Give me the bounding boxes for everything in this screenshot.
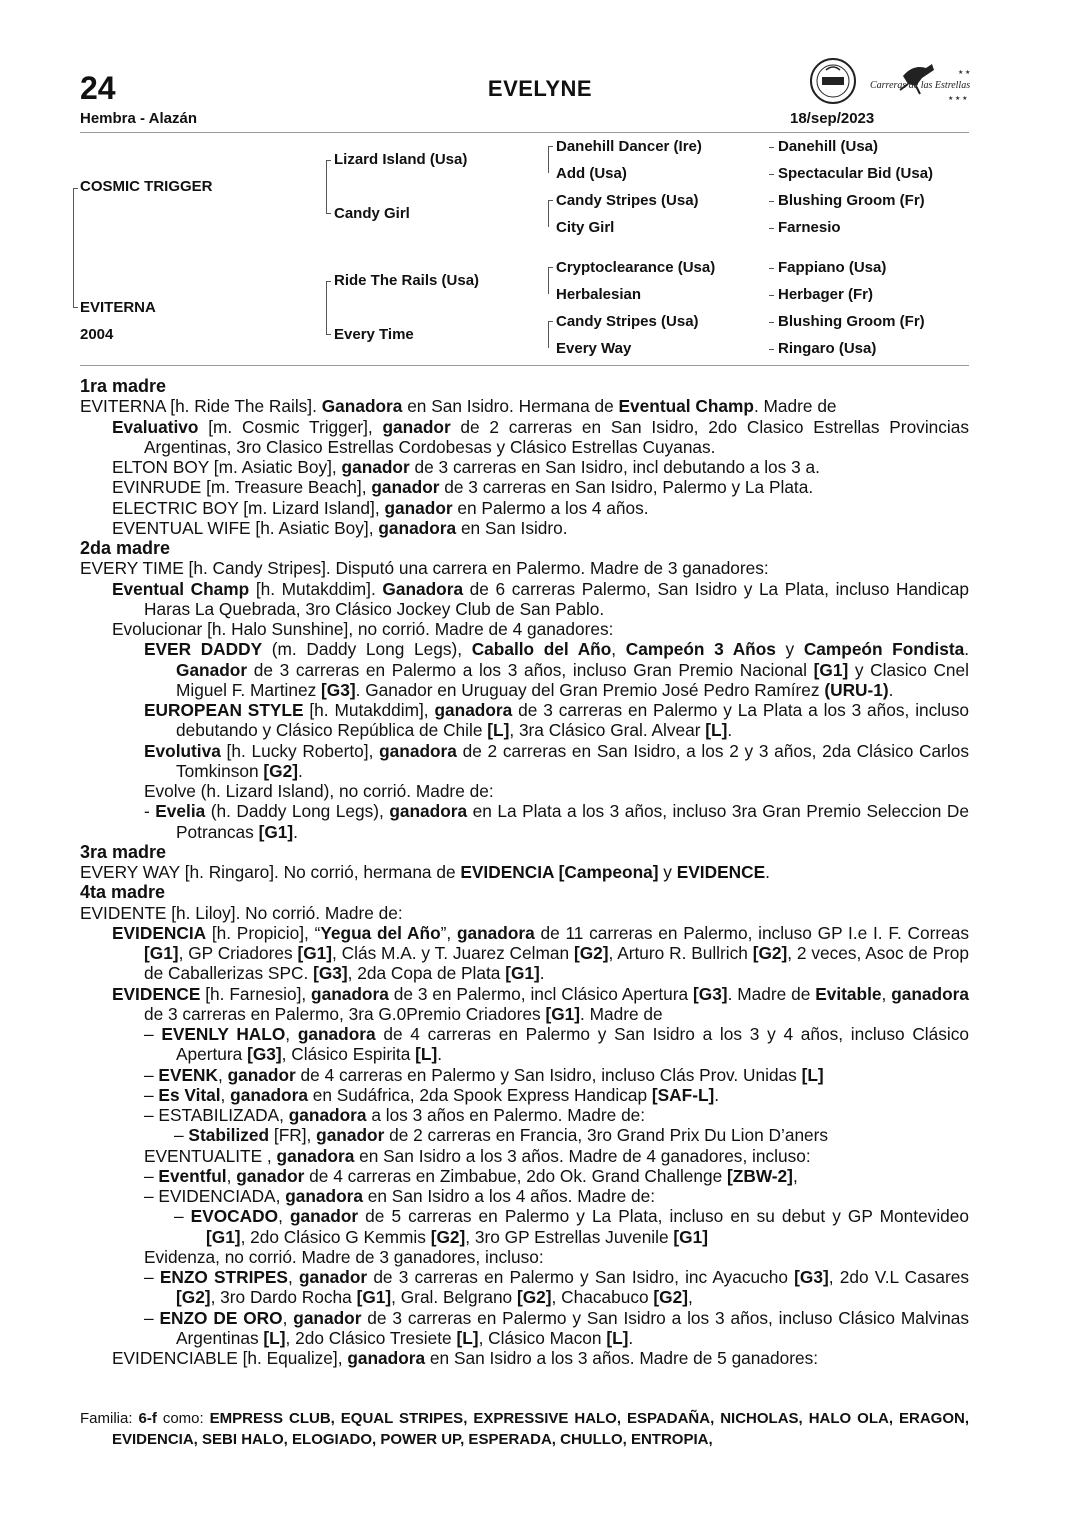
dam-dam: Every Time (334, 326, 414, 343)
svg-text:★ ★: ★ ★ (958, 70, 971, 76)
pedigree-tick (326, 334, 331, 335)
paragraph: – EVOCADO, ganador de 5 carreras en Palermo y La Plata, incluso en su debut y GP Montevideo [G1], 2do Clásico G Kemmis [G2], 3ro GP Estrellas Juvenile [G1] (174, 1206, 969, 1247)
gen4-8: Ringaro (Usa) (778, 340, 877, 357)
top-rule (80, 132, 969, 133)
pedigree-bracket (73, 188, 74, 308)
gen3-7: Candy Stripes (Usa) (556, 313, 699, 330)
paragraph: EVITERNA [h. Ride The Rails]. Ganadora en San Isidro. Hermana de Eventual Champ. Madre de (80, 396, 837, 417)
gen4-5: Fappiano (Usa) (778, 259, 887, 276)
pedigree-tick (548, 146, 553, 147)
pedigree-bracket (548, 321, 549, 348)
lot-number: 24 (80, 70, 116, 106)
pedigree-tick (326, 281, 331, 282)
paragraph: – EVENK, ganador de 4 carreras en Palermo y San Isidro, incluso Clás Prov. Unidas [L] (144, 1064, 824, 1085)
paragraph: – Stabilized [FR], ganador de 2 carreras en Francia, 3ro Grand Prix Du Lion D’aners (174, 1125, 829, 1146)
section-heading: 2da madre (80, 538, 171, 558)
paragraph: Evidenza, no corrió. Madre de 3 ganadores, incluso: (144, 1246, 544, 1267)
paragraph: EVIDENCIABLE [h. Equalize], ganadora en San Isidro a los 3 años. Madre de 5 ganadores: (112, 1348, 819, 1368)
pedigree-tick (769, 201, 774, 202)
gen4-2: Spectacular Bid (Usa) (778, 165, 934, 182)
paragraph: EVINRUDE [m. Treasure Beach], ganador de 3 carreras en San Isidro, Palermo y La Plata. (112, 477, 814, 498)
paragraph: EVER DADDY (m. Daddy Long Legs), Caballo del Año, Campeón 3 Años y Campeón Fondista. Ganador de 3 carreras en Palermo a los 3 años, incluso Gran Premio Nacional [G1] y Clasico Cnel Miguel F. Martinez [G3]. Ganador en Uruguay del Gran Premio José Pedro Ramírez (URU-1). (144, 639, 969, 700)
pedigree-tick (73, 307, 78, 308)
gen3-6: Herbalesian (556, 286, 642, 303)
paragraph: EVIDENCIA [h. Propicio], “Yegua del Año”, ganadora de 11 carreras en Palermo, incluso GP I.e I. F. Correas [G1], GP Criadores [G1], Clás M.A. y T. Juarez Celman [G2], Arturo R. Bullrich [G2], 2 veces, Asoc de Prop de Caballerizas SPC. [G3], 2da Copa de Plata [G1]. (112, 922, 970, 984)
sex-color: Hembra - Alazán (80, 110, 197, 127)
paragraph: - Evelia (h. Daddy Long Legs), ganadora en La Plata a los 3 años, incluso 3ra Gran Premio Seleccion De Potrancas [G1]. (144, 801, 969, 842)
paragraph: Evolutiva [h. Lucky Roberto], ganadora de 2 carreras en San Isidro, a los 2 y 3 años, 2da Clásico Carlos Tomkinson [G2]. (144, 740, 969, 781)
sire-sire: Lizard Island (Usa) (334, 151, 468, 168)
gen4-6: Herbager (Fr) (778, 286, 874, 303)
dam-sire: Ride The Rails (Usa) (334, 272, 480, 289)
gen3-2: Add (Usa) (556, 165, 627, 182)
paragraph: EVIDENCE [h. Farnesio], ganadora de 3 en Palermo, incl Clásico Apertura [G3]. Madre de Evitable, ganadora de 3 carreras en Palermo, 3ra G.0Premio Criadores [G1]. Madre de (112, 983, 969, 1024)
svg-text:★ ★ ★: ★ ★ ★ (948, 96, 968, 102)
pedigree-tick (326, 160, 331, 161)
section-heading: 1ra madre (80, 376, 167, 396)
paragraph: – Eventful, ganador de 4 carreras en Zimbabue, 2do Ok. Grand Challenge [ZBW-2], (144, 1165, 798, 1186)
paragraph: EVENTUALITE , ganadora en San Isidro a los 3 años. Madre de 4 ganadores, incluso: (144, 1145, 811, 1166)
pedigree-tick (769, 228, 774, 229)
pedigree-bracket (548, 267, 549, 294)
pedigree-tick (548, 321, 553, 322)
gen3-8: Every Way (556, 340, 632, 357)
pedigree-tick (769, 322, 774, 323)
pedigree-bracket (326, 281, 327, 335)
paragraph: – Es Vital, ganadora en Sudáfrica, 2da Spook Express Handicap [SAF-L]. (144, 1084, 720, 1105)
pedigree-tick (769, 349, 774, 350)
paragraph: – ENZO DE ORO, ganador de 3 carreras en Palermo y San Isidro a los 3 años, incluso Clásico Malvinas Argentinas [L], 2do Clásico Tresiete [L], Clásico Macon [L]. (144, 1307, 970, 1348)
pedigree-tick (769, 268, 774, 269)
gen3-3: Candy Stripes (Usa) (556, 192, 699, 209)
sire: COSMIC TRIGGER (80, 178, 213, 195)
dam-year: 2004 (80, 326, 114, 343)
section-heading: 4ta madre (80, 882, 166, 903)
paragraph: EVERY WAY [h. Ringaro]. No corrió, hermana de EVIDENCIA [Campeona] y EVIDENCE. (80, 862, 770, 882)
logos (808, 56, 978, 106)
paragraph: EUROPEAN STYLE [h. Mutakddim], ganadora de 3 carreras en Palermo y La Plata a los 3 años, incluso debutando y Clásico República de Chile [L], 3ra Clásico Gral. Alvear [L]. (144, 700, 969, 741)
paragraph: ELTON BOY [m. Asiatic Boy], ganador de 3 carreras en San Isidro, incl debutando a los 3 a. (112, 457, 820, 477)
paragraph: – EVIDENCIADA, ganadora en San Isidro a los 4 años. Madre de: (144, 1186, 656, 1206)
paragraph: Evolucionar [h. Halo Sunshine], no corrió. Madre de 4 ganadores: (112, 619, 614, 639)
sale-date: 18/sep/2023 (790, 110, 875, 127)
gen4-3: Blushing Groom (Fr) (778, 192, 925, 209)
breeders-cup-seal-icon (811, 59, 855, 103)
horse-name: EVELYNE (487, 76, 593, 101)
family-footer: Familia: 6-f como: EMPRESS CLUB, EQUAL STRIPES, EXPRESSIVE HALO, ESPADAÑA, NICHOLAS, HALO OLA, ERAGON, EVIDENCIA, SEBI HALO, ELOGIADO, POWER UP, ESPERADA, CHULLO, ENTROPIA, (80, 1410, 969, 1448)
pedigree-tick (548, 200, 553, 201)
logo-text: Carreras de las Estrellas (870, 80, 971, 91)
gen3-1: Danehill Dancer (Ire) (556, 138, 702, 155)
paragraph: Evolve (h. Lizard Island), no corrió. Madre de: (144, 781, 494, 801)
gen4-4: Farnesio (778, 219, 841, 236)
pedigree-tick (769, 174, 774, 175)
pedigree-bracket (326, 160, 327, 214)
gen3-4: City Girl (556, 219, 615, 236)
pedigree-tick (548, 267, 553, 268)
section-heading: 3ra madre (80, 841, 167, 862)
paragraph: Evaluativo [m. Cosmic Trigger], ganador de 2 carreras en San Isidro, 2do Clasico Estrellas Provincias Argentinas, 3ro Clasico Estrellas Cordobesas y Clásico Estrellas Cuyanas. (112, 416, 969, 457)
paragraph: – ESTABILIZADA, ganadora a los 3 años en Palermo. Madre de: (144, 1105, 646, 1125)
gen4-1: Danehill (Usa) (778, 138, 879, 155)
pedigree-tick (326, 213, 331, 214)
paragraph: EVENTUAL WIFE [h. Asiatic Boy], ganadora en San Isidro. (112, 517, 568, 538)
pedigree-tick (73, 188, 78, 189)
dam: EVITERNA (80, 299, 156, 316)
pedigree-bracket (548, 146, 549, 173)
paragraph: – EVENLY HALO, ganadora de 4 carreras en Palermo y San Isidro a los 3 y 4 años, incluso Clásico Apertura [G3], Clásico Espirita [L]. (144, 1024, 969, 1065)
paragraph: ELECTRIC BOY [m. Lizard Island], ganador en Palermo a los 4 años. (112, 497, 649, 518)
gen3-5: Cryptoclearance (Usa) (556, 259, 716, 276)
sire-dam: Candy Girl (334, 205, 410, 222)
pedigree-tick (769, 147, 774, 148)
paragraph: EVERY TIME [h. Candy Stripes]. Disputó una carrera en Palermo. Madre de 3 ganadores: (80, 558, 769, 579)
produce-record (80, 376, 969, 1368)
paragraph: – ENZO STRIPES, ganador de 3 carreras en Palermo y San Isidro, inc Ayacucho [G3], 2do V.L Casares [G2], 3ro Dardo Rocha [G1], Gral. Belgrano [G2], Chacabuco [G2], (144, 1267, 969, 1308)
paragraph: Eventual Champ [h. Mutakddim]. Ganadora de 6 carreras Palermo, San Isidro y La Plata, incluso Handicap Haras La Quebrada, 3ro Clásico Jockey Club de San Pablo. (112, 578, 969, 619)
pedigree-tick (769, 295, 774, 296)
gen4-7: Blushing Groom (Fr) (778, 313, 925, 330)
pedigree-bracket (548, 200, 549, 227)
paragraph: EVIDENTE [h. Liloy]. No corrió. Madre de: (80, 902, 403, 923)
pedigree-bottom-rule (80, 365, 969, 366)
